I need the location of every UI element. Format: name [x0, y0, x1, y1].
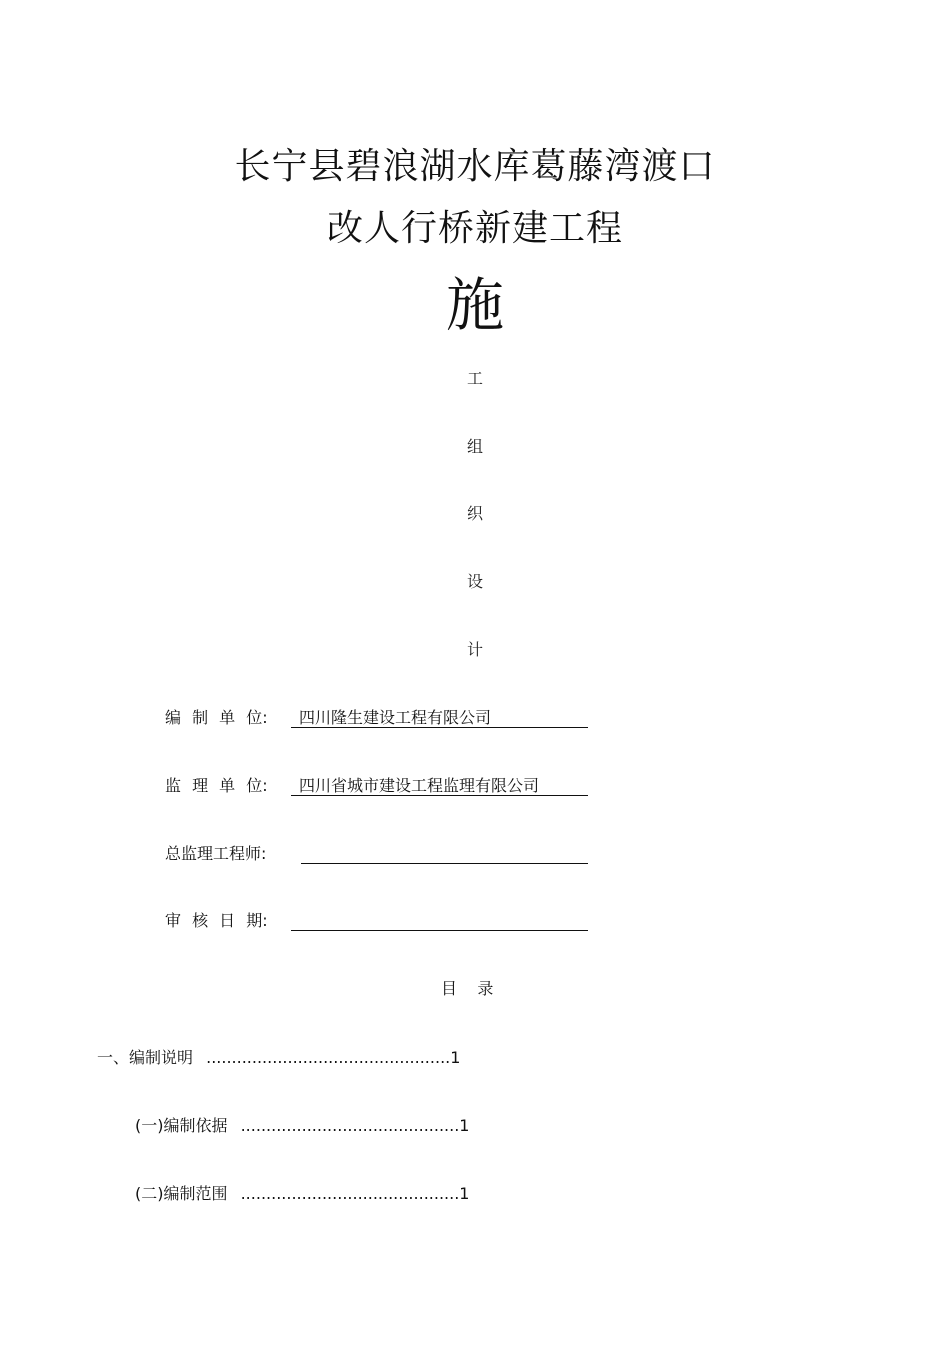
toc-item-2[interactable]	[135, 1113, 469, 1136]
vertical-title-char-4: 设	[466, 572, 483, 591]
field-line-chief-engineer	[301, 841, 588, 864]
field-label-chief-engineer: 总监理工程师:	[165, 844, 267, 863]
toc-item-3-leader: ...........................................	[240, 1184, 460, 1203]
vertical-title-char-5: 计	[466, 640, 483, 659]
toc-item-3[interactable]	[135, 1181, 469, 1204]
field-label-review-date: 审 核 日 期:	[165, 911, 268, 930]
toc-item-1-page: 1	[450, 1048, 461, 1067]
field-line-review-date	[291, 908, 588, 931]
toc-item-2-leader: ...........................................	[240, 1116, 460, 1135]
vertical-title-char-2: 组	[466, 437, 483, 456]
title-big-character: 施	[445, 271, 504, 339]
toc-item-2-text: (一)编制依据	[135, 1116, 228, 1135]
vertical-title-char-3: 织	[466, 504, 483, 523]
field-value-review-date	[291, 908, 299, 927]
title-line-2: 改人行桥新建工程	[326, 208, 623, 249]
toc-item-1-text: 一、编制说明	[97, 1048, 194, 1067]
toc-item-3-page: 1	[459, 1184, 470, 1203]
toc-item-2-page: 1	[459, 1116, 470, 1135]
toc-item-1[interactable]	[97, 1045, 460, 1068]
field-line-supervisor	[291, 773, 588, 796]
title-line-1: 长宁县碧浪湖水库葛藤湾渡口	[234, 146, 716, 187]
field-label-supervisor: 监 理 单 位:	[165, 776, 268, 795]
toc-item-1-leader: ................................................	[206, 1048, 451, 1067]
field-value-chief-engineer	[301, 841, 309, 860]
field-line-compiler	[291, 705, 588, 728]
vertical-title-char-1: 工	[466, 369, 483, 388]
field-value-supervisor: 四川省城市建设工程监理有限公司	[299, 776, 540, 795]
toc-heading: 目 录	[441, 979, 494, 998]
field-label-compiler: 编 制 单 位:	[165, 708, 268, 727]
field-value-compiler: 四川隆生建设工程有限公司	[299, 708, 492, 727]
toc-item-3-text: (二)编制范围	[135, 1184, 228, 1203]
